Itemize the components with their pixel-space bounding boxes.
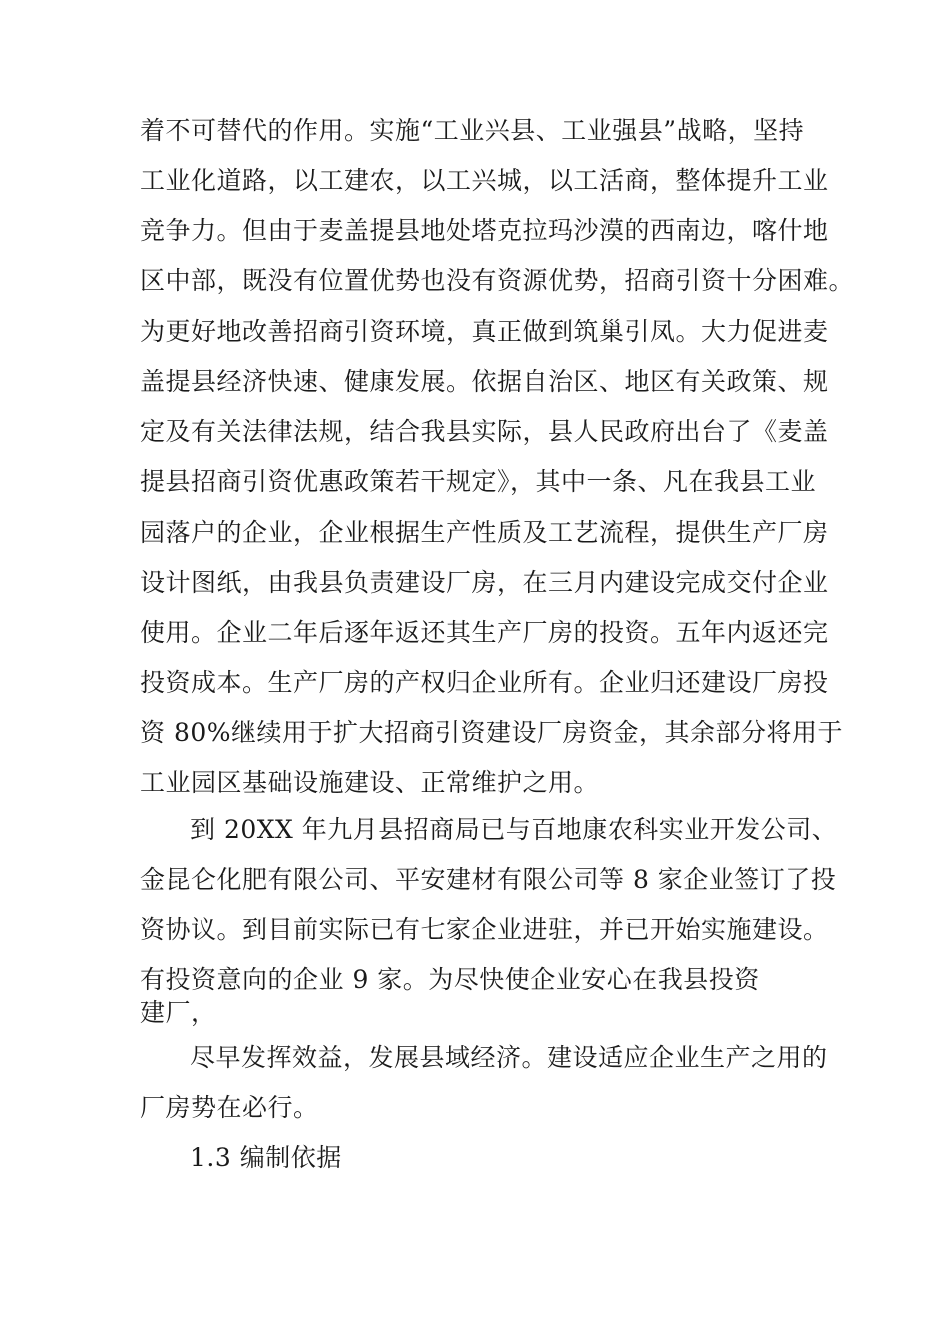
text-line: 金昆仑化肥有限公司、平安建材有限公司等 8 家企业签订了投 (140, 865, 837, 894)
text-line: 定及有关法律法规，结合我县实际，县人民政府出台了《麦盖 (140, 417, 829, 446)
text-line: 投资成本。生产厂房的产权归企业所有。企业归还建设厂房投 (140, 668, 829, 697)
text-line: 资协议。到目前实际已有七家企业进驻，并已开始实施建设。 (140, 915, 829, 944)
text-line: 建厂， (140, 998, 217, 1027)
text-line: 提县招商引资优惠政策若干规定》，其中一条、凡在我县工业 (140, 467, 817, 496)
text-line: 园落户的企业，企业根据生产性质及工艺流程，提供生产厂房 (140, 518, 829, 547)
text-line: 有投资意向的企业 9 家。为尽快使企业安心在我县投资 (140, 965, 760, 994)
text-line: 设计图纸，由我县负责建设厂房，在三月内建设完成交付企业 (140, 568, 829, 597)
paragraph-first-line: 到 20XX 年九月县招商局已与百地康农科实业开发公司、 (190, 815, 838, 844)
text-line: 为更好地改善招商引资环境，真正做到筑巢引凤。大力促进麦 (140, 317, 829, 346)
paragraph-first-line: 尽早发挥效益，发展县域经济。建设适应企业生产之用的 (190, 1043, 828, 1072)
text-line: 工业化道路，以工建农，以工兴城，以工活商，整体提升工业 (140, 166, 829, 195)
text-line: 使用。企业二年后逐年返还其生产厂房的投资。五年内返还完 (140, 618, 829, 647)
text-line: 工业园区基础设施建设、正常维护之用。 (140, 768, 600, 797)
text-line: 竞争力。但由于麦盖提县地处塔克拉玛沙漠的西南边，喀什地 (140, 216, 829, 245)
text-line: 厂房势在必行。 (140, 1093, 319, 1122)
text-line: 着不可替代的作用。实施“工业兴县、工业强县”战略，坚持 (140, 116, 805, 145)
section-heading: 1.3 编制依据 (190, 1143, 342, 1172)
text-line: 资 80%继续用于扩大招商引资建设厂房资金，其余部分将用于 (140, 718, 844, 747)
text-line: 区中部，既没有位置优势也没有资源优势，招商引资十分困难。 (140, 266, 855, 295)
text-line: 盖提县经济快速、健康发展。依据自治区、地区有关政策、规 (140, 367, 829, 396)
